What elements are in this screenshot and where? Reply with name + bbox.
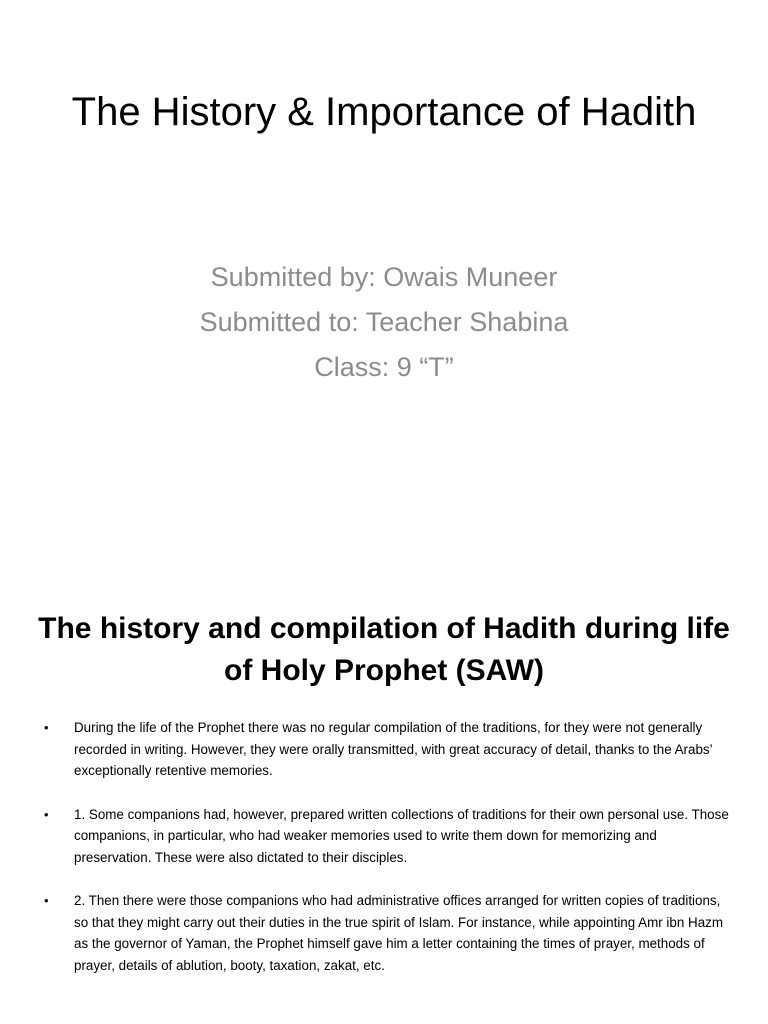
slide-title: The History & Importance of Hadith: [71, 90, 697, 134]
bullet-text: 1. Some companions had, however, prepared written collections of traditions for their own personal use. Those companions, in particular, who had weaker memories used to write them down for memorizing and preservation. These were also dictated to their disciples.: [74, 806, 729, 865]
bullet-icon: •: [44, 720, 49, 735]
bullet-text: 2. Then there were those companions who had administrative offices arranged for written copies of traditions, so that they might carry out their duties in the true spirit of Islam. For instance, while appointing Amr ibn Hazm as the governor of Yaman, the Prophet himself gave him a letter containing the times of prayer, methods of prayer, details of ablution, booty, taxation, zakat, etc.: [74, 893, 723, 973]
slide-heading: The history and compilation of Hadith during life of Holy Prophet (SAW): [38, 612, 730, 687]
submitted-to-line: Submitted to: Teacher Shabina: [199, 307, 569, 337]
subtitle-block: [80, 255, 688, 390]
bullet-item: [44, 890, 734, 976]
submitted-by-line: Submitted by: Owais Muneer: [210, 262, 558, 292]
bullet-item: [44, 804, 734, 869]
bullet-icon: •: [44, 893, 49, 908]
bullet-icon: •: [44, 806, 49, 822]
bullet-list: [44, 717, 734, 998]
bullet-text: During the life of the Prophet there was no regular compilation of the traditions, for they were not generally recorded in writing. However, they were orally transmitted, with great accuracy of detail, thanks to the Arabs’ exceptionally retentive memories.: [74, 720, 713, 778]
bullet-item: [44, 717, 734, 782]
content-slide: [0, 576, 768, 1024]
class-line: Class: 9 “T”: [314, 352, 454, 382]
